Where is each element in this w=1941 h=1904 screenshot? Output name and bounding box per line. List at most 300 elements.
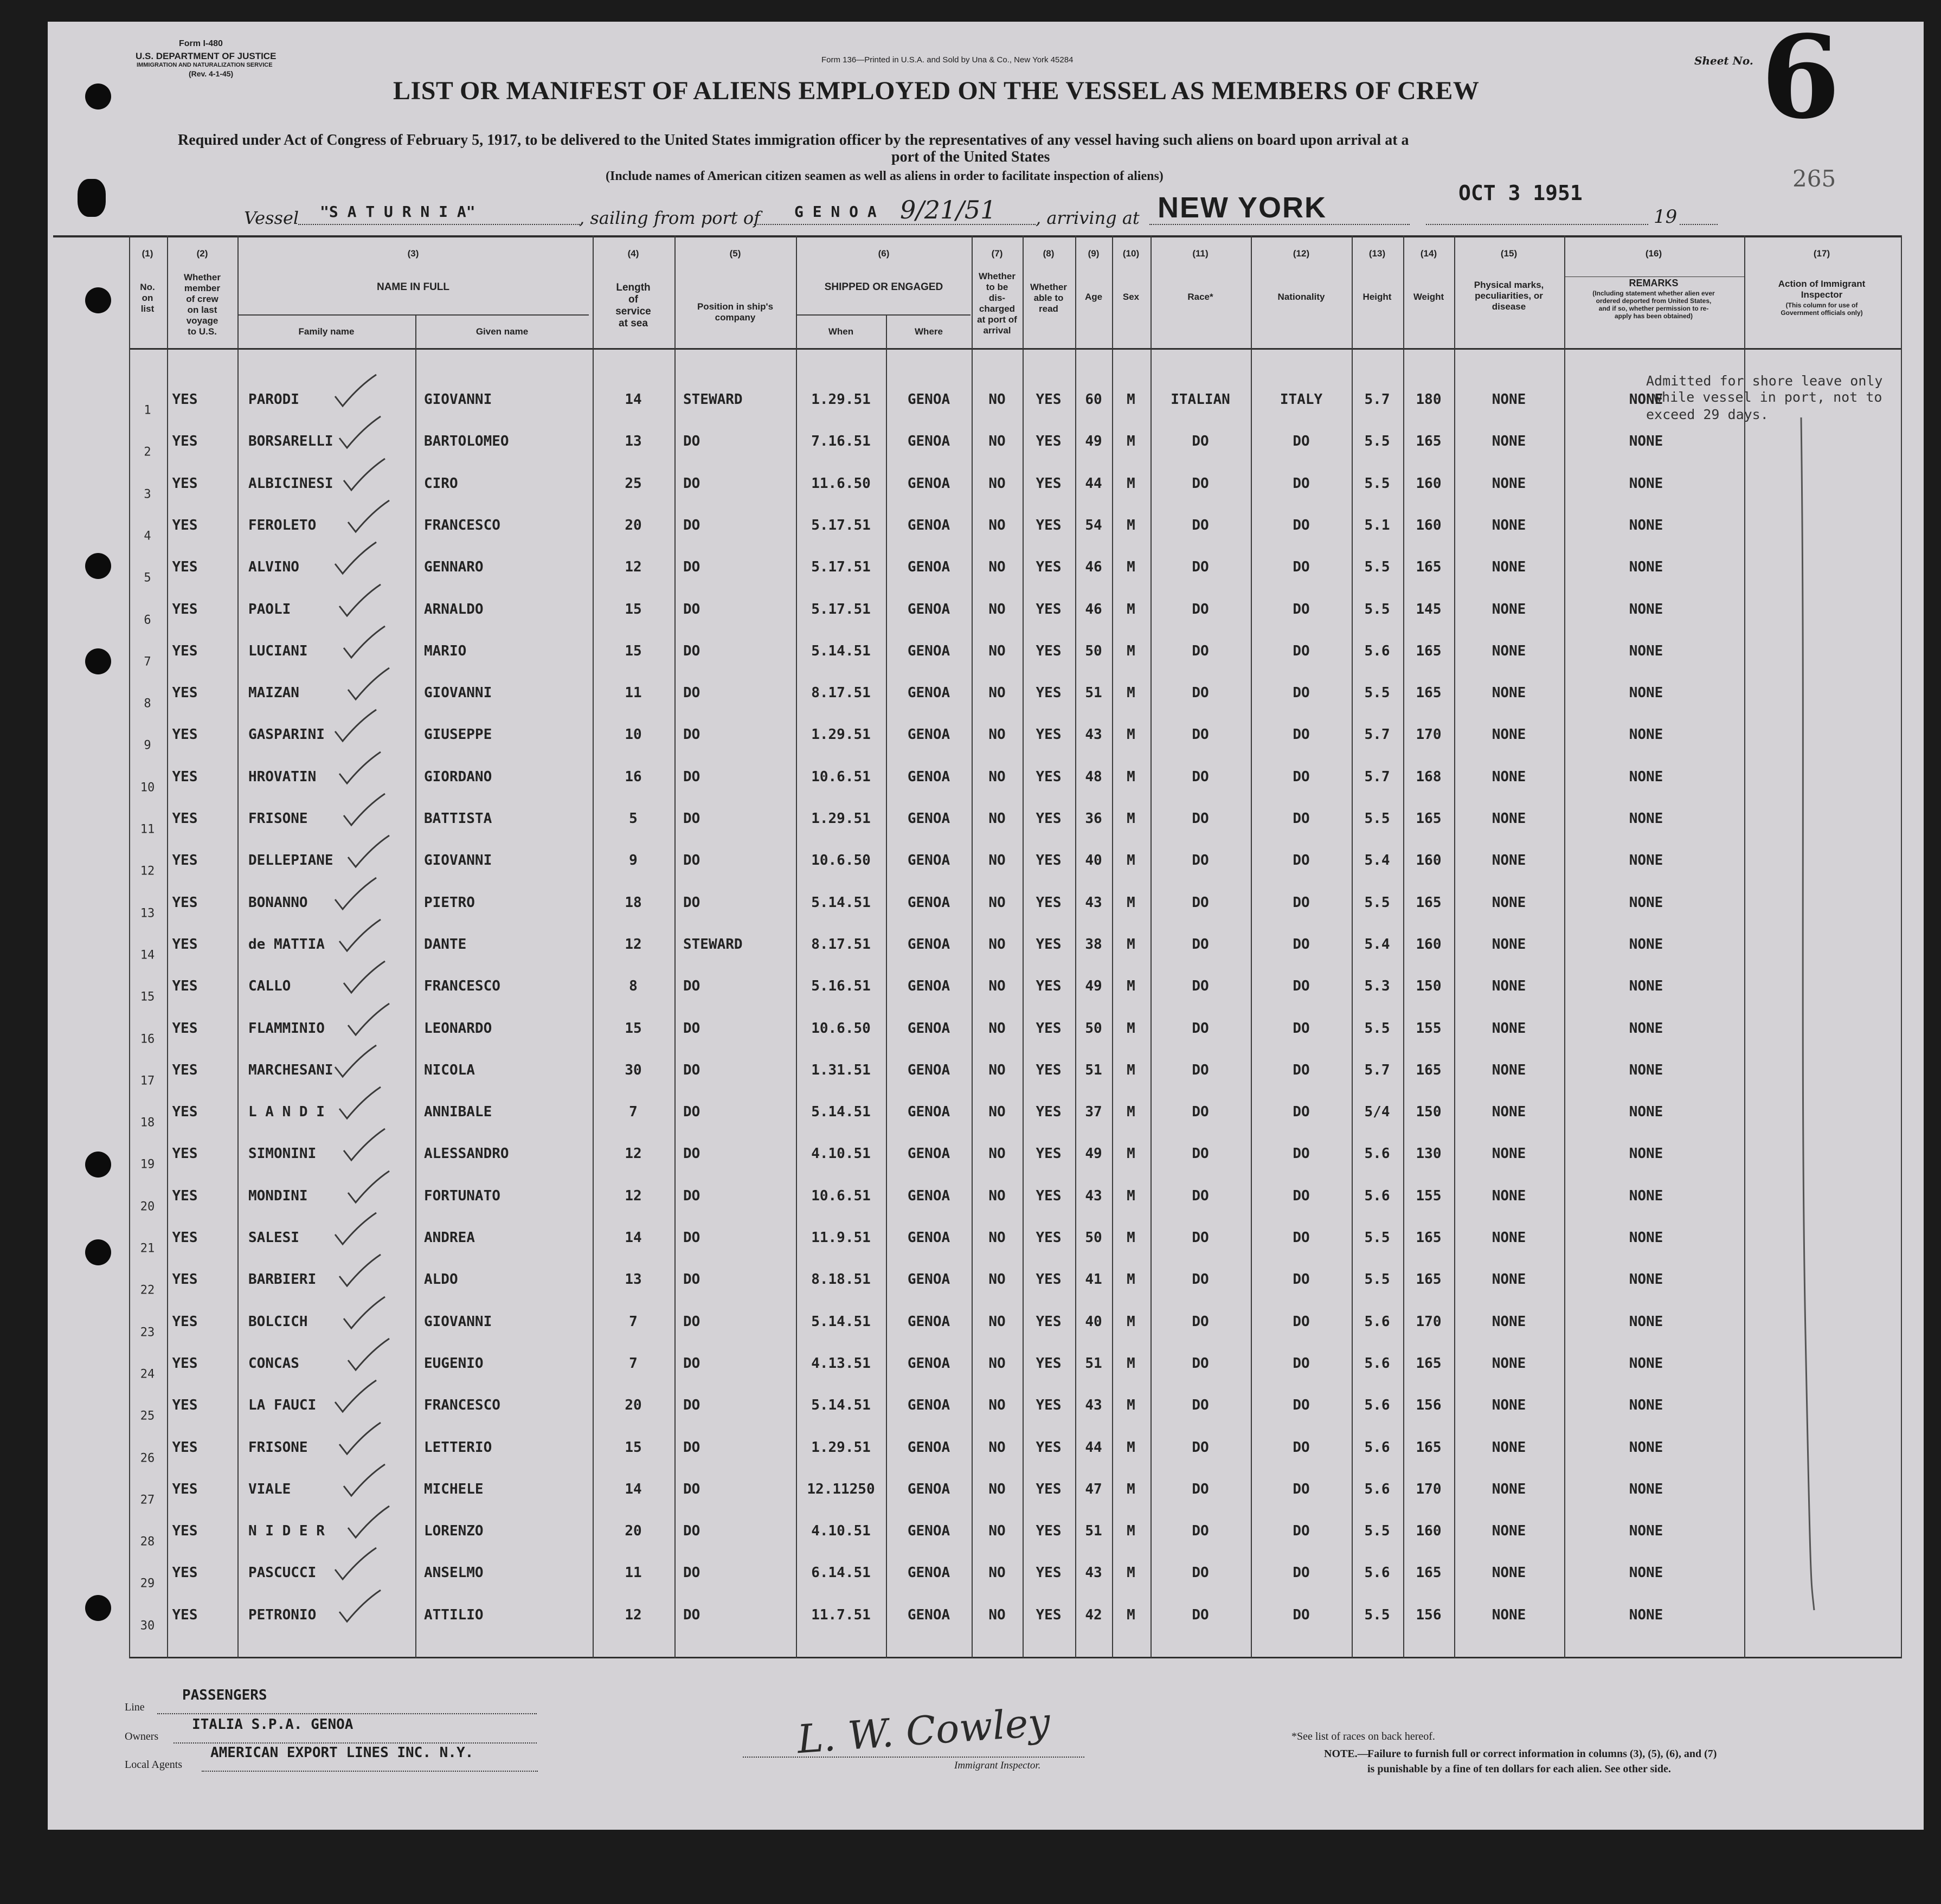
- row-given-name: GENNARO: [424, 559, 484, 576]
- check-mark-icon: [335, 750, 384, 788]
- row-position: DO: [683, 1104, 700, 1121]
- row-shipped-where: GENOA: [907, 1313, 950, 1330]
- row-weight: 165: [1416, 1565, 1442, 1581]
- row-nationality: DO: [1293, 978, 1310, 995]
- row-crew-cell: YES: [172, 1355, 198, 1372]
- row-position: DO: [683, 1313, 700, 1330]
- row-given-name: CIRO: [424, 475, 458, 492]
- check-mark-icon: [344, 1336, 393, 1374]
- row-discharged: NO: [988, 1104, 1006, 1121]
- row-age: 37: [1085, 1104, 1102, 1121]
- row-height: 5.4: [1364, 852, 1390, 869]
- row-physical-marks: NONE: [1492, 1523, 1526, 1540]
- column-rule: [1454, 235, 1455, 1658]
- col-label-name-in-full: NAME IN FULL: [376, 281, 450, 293]
- row-sex: M: [1127, 1355, 1135, 1372]
- row-age: 51: [1085, 1355, 1102, 1372]
- sail-date: 9/21/51: [900, 195, 997, 224]
- row-physical-marks: NONE: [1492, 517, 1526, 533]
- row-shipped-when: 7.16.51: [811, 433, 871, 450]
- punch-hole: [85, 1239, 111, 1265]
- column-rule: [796, 235, 797, 1658]
- row-age: 44: [1085, 1439, 1102, 1456]
- row-physical-marks: NONE: [1492, 936, 1526, 953]
- row-physical-marks: NONE: [1492, 1313, 1526, 1330]
- column-rule: [1901, 235, 1902, 1658]
- row-remarks: NONE: [1629, 559, 1663, 576]
- arrival-date: OCT 3 1951: [1458, 181, 1583, 205]
- row-given-name: ALDO: [424, 1271, 458, 1288]
- row-sex: M: [1127, 685, 1135, 702]
- row-given-name: GIOVANNI: [424, 1313, 492, 1330]
- row-nationality: DO: [1293, 685, 1310, 702]
- check-mark-icon: [339, 1127, 388, 1165]
- row-nationality: DO: [1293, 726, 1310, 743]
- row-family-name: MAIZAN: [248, 685, 299, 702]
- row-race: ITALIAN: [1171, 391, 1230, 408]
- row-discharged: NO: [988, 1271, 1006, 1288]
- row-shipped-where: GENOA: [907, 1187, 950, 1204]
- row-sex: M: [1127, 852, 1135, 869]
- row-race: DO: [1192, 517, 1209, 533]
- row-family-name: MONDINI: [248, 1187, 308, 1204]
- sailing-label: , sailing from port of: [579, 208, 760, 228]
- row-given-name: MICHELE: [424, 1481, 484, 1497]
- row-service-years: 11: [625, 685, 642, 702]
- subheader-family-name: Family name: [298, 326, 355, 337]
- col-num-10: (10): [1122, 248, 1140, 259]
- row-able-to-read: YES: [1036, 768, 1062, 785]
- subheader-where: Where: [915, 326, 943, 337]
- row-able-to-read: YES: [1036, 391, 1062, 408]
- row-nationality: DO: [1293, 1230, 1310, 1246]
- row-shipped-when: 11.7.51: [811, 1606, 871, 1623]
- row-height: 5.6: [1364, 1481, 1390, 1497]
- row-family-name: BORSARELLI: [248, 433, 333, 450]
- row-service-years: 8: [629, 978, 638, 995]
- check-mark-icon: [331, 1211, 380, 1249]
- row-family-name: FRISONE: [248, 1439, 308, 1456]
- row-shipped-when: 10.6.50: [811, 852, 871, 869]
- row-height: 5.6: [1364, 1187, 1390, 1204]
- agents-underline: [202, 1771, 538, 1772]
- row-shipped-when: 5.14.51: [811, 1104, 871, 1121]
- row-height: 5.5: [1364, 685, 1390, 702]
- row-age: 49: [1085, 1146, 1102, 1162]
- row-weight: 170: [1416, 726, 1442, 743]
- row-able-to-read: YES: [1036, 894, 1062, 911]
- row-crew-cell: YES: [172, 391, 198, 408]
- row-height: 5.5: [1364, 1230, 1390, 1246]
- row-weight: 168: [1416, 768, 1442, 785]
- row-crew-cell: YES: [172, 978, 198, 995]
- row-service-years: 15: [625, 1020, 642, 1037]
- punch-hole: [85, 83, 111, 110]
- row-age: 40: [1085, 1313, 1102, 1330]
- row-height: 5.7: [1364, 1062, 1390, 1078]
- row-position: DO: [683, 685, 700, 702]
- row-service-years: 13: [625, 1271, 642, 1288]
- check-mark-icon: [344, 1001, 393, 1039]
- sheet-number: 6: [1761, 10, 1841, 144]
- col-label-race: Race*: [1187, 292, 1213, 302]
- row-position: DO: [683, 726, 700, 743]
- row-remarks: NONE: [1629, 517, 1663, 533]
- row-able-to-read: YES: [1036, 475, 1062, 492]
- row-physical-marks: NONE: [1492, 1439, 1526, 1456]
- row-remarks: NONE: [1629, 475, 1663, 492]
- date-underline: [1426, 224, 1648, 225]
- row-sex: M: [1127, 475, 1135, 492]
- row-nationality: DO: [1293, 1523, 1310, 1540]
- row-able-to-read: YES: [1036, 936, 1062, 953]
- row-number: 29: [140, 1577, 155, 1591]
- row-physical-marks: NONE: [1492, 894, 1526, 911]
- owners-value: ITALIA S.P.A. GENOA: [192, 1716, 354, 1733]
- row-shipped-where: GENOA: [907, 852, 950, 869]
- row-service-years: 30: [625, 1062, 642, 1078]
- row-number: 8: [144, 697, 151, 711]
- row-discharged: NO: [988, 894, 1006, 911]
- row-physical-marks: NONE: [1492, 726, 1526, 743]
- row-discharged: NO: [988, 1439, 1006, 1456]
- row-able-to-read: YES: [1036, 1313, 1062, 1330]
- row-shipped-where: GENOA: [907, 642, 950, 659]
- row-position: DO: [683, 1439, 700, 1456]
- row-weight: 160: [1416, 517, 1442, 533]
- row-discharged: NO: [988, 642, 1006, 659]
- row-shipped-where: GENOA: [907, 936, 950, 953]
- row-weight: 170: [1416, 1313, 1442, 1330]
- row-shipped-when: 5.14.51: [811, 1397, 871, 1414]
- row-weight: 155: [1416, 1187, 1442, 1204]
- row-height: 5.6: [1364, 1355, 1390, 1372]
- row-remarks: NONE: [1629, 1606, 1663, 1623]
- check-mark-icon: [331, 540, 380, 578]
- row-given-name: EUGENIO: [424, 1355, 484, 1372]
- check-mark-icon: [331, 372, 380, 410]
- row-remarks: NONE: [1629, 601, 1663, 617]
- name-subheader-rule: [237, 314, 589, 316]
- row-number: 24: [140, 1367, 155, 1381]
- column-rule: [129, 235, 130, 1658]
- row-shipped-when: 11.6.50: [811, 475, 871, 492]
- column-rule: [674, 235, 676, 1658]
- row-family-name: SALESI: [248, 1230, 299, 1246]
- row-shipped-where: GENOA: [907, 978, 950, 995]
- check-mark-icon: [339, 1295, 388, 1333]
- column-rule: [972, 235, 973, 1658]
- row-race: DO: [1192, 1565, 1209, 1581]
- row-given-name: NICOLA: [424, 1062, 475, 1078]
- row-sex: M: [1127, 1606, 1135, 1623]
- row-family-name: HROVATIN: [248, 768, 317, 785]
- row-discharged: NO: [988, 852, 1006, 869]
- row-number: 6: [144, 613, 151, 627]
- row-physical-marks: NONE: [1492, 1355, 1526, 1372]
- col-label-able-to-read: Whether able to read: [1030, 282, 1067, 314]
- row-able-to-read: YES: [1036, 601, 1062, 617]
- row-number: 1: [144, 403, 151, 417]
- row-weight: 145: [1416, 601, 1442, 617]
- row-shipped-where: GENOA: [907, 1104, 950, 1121]
- row-race: DO: [1192, 978, 1209, 995]
- row-sex: M: [1127, 1481, 1135, 1497]
- row-weight: 160: [1416, 852, 1442, 869]
- row-given-name: BATTISTA: [424, 811, 492, 827]
- printer-line: Form 136—Printed in U.S.A. and Sold by Una & Co., New York 45284: [821, 55, 1074, 65]
- row-height: 5.5: [1364, 601, 1390, 617]
- row-number: 16: [140, 1032, 155, 1046]
- row-age: 51: [1085, 1523, 1102, 1540]
- col-num-9: (9): [1088, 248, 1100, 259]
- row-remarks: NONE: [1629, 1481, 1663, 1497]
- col-num-16: (16): [1645, 248, 1662, 259]
- row-remarks: NONE: [1629, 1397, 1663, 1414]
- row-number: 26: [140, 1451, 155, 1465]
- row-remarks: NONE: [1629, 726, 1663, 743]
- row-discharged: NO: [988, 1523, 1006, 1540]
- row-weight: 170: [1416, 1481, 1442, 1497]
- row-service-years: 12: [625, 1187, 642, 1204]
- row-age: 40: [1085, 852, 1102, 869]
- agents-value: AMERICAN EXPORT LINES INC. N.Y.: [210, 1745, 474, 1761]
- row-remarks: NONE: [1629, 978, 1663, 995]
- row-nationality: DO: [1293, 1146, 1310, 1162]
- row-crew-cell: YES: [172, 601, 198, 617]
- row-shipped-where: GENOA: [907, 894, 950, 911]
- row-able-to-read: YES: [1036, 1355, 1062, 1372]
- service-name: IMMIGRATION AND NATURALIZATION SERVICE: [137, 62, 273, 68]
- row-service-years: 7: [629, 1313, 638, 1330]
- subtitle-line-1: Required under Act of Congress of February 5, 1917, to be delivered to the United States immigration officer by the representatives of any vessel having such aliens on board upon arrival at a: [178, 132, 1409, 149]
- vessel-underline: [298, 224, 580, 225]
- row-discharged: NO: [988, 685, 1006, 702]
- row-shipped-where: GENOA: [907, 1439, 950, 1456]
- check-mark-icon: [331, 876, 380, 914]
- row-weight: 165: [1416, 811, 1442, 827]
- check-mark-icon: [331, 1043, 380, 1081]
- row-able-to-read: YES: [1036, 685, 1062, 702]
- row-service-years: 12: [625, 1146, 642, 1162]
- row-race: DO: [1192, 1313, 1209, 1330]
- row-height: 5.7: [1364, 726, 1390, 743]
- row-given-name: DANTE: [424, 936, 467, 953]
- row-family-name: FRISONE: [248, 811, 308, 827]
- row-discharged: NO: [988, 726, 1006, 743]
- row-service-years: 15: [625, 1439, 642, 1456]
- row-race: DO: [1192, 894, 1209, 911]
- row-race: DO: [1192, 559, 1209, 576]
- row-age: 41: [1085, 1271, 1102, 1288]
- col-num-1: (1): [142, 248, 153, 259]
- row-position: DO: [683, 1523, 700, 1540]
- col-num-15: (15): [1500, 248, 1518, 259]
- row-sex: M: [1127, 1104, 1135, 1121]
- row-able-to-read: YES: [1036, 1439, 1062, 1456]
- row-nationality: DO: [1293, 433, 1310, 450]
- row-nationality: DO: [1293, 1481, 1310, 1497]
- check-mark-icon: [339, 624, 388, 662]
- row-height: 5.5: [1364, 475, 1390, 492]
- table-top-rule: [53, 235, 1901, 237]
- row-given-name: ATTILIO: [424, 1606, 484, 1623]
- row-weight: 165: [1416, 685, 1442, 702]
- row-discharged: NO: [988, 517, 1006, 533]
- col-label-crew-last-voyage: Whether member of crew on last voyage to U.S.: [184, 272, 221, 337]
- row-position: DO: [683, 433, 700, 450]
- row-family-name: FLAMMINIO: [248, 1020, 325, 1037]
- row-sex: M: [1127, 1062, 1135, 1078]
- row-crew-cell: YES: [172, 559, 198, 576]
- vessel-label: Vessel: [244, 208, 299, 228]
- row-discharged: NO: [988, 1481, 1006, 1497]
- row-shipped-when: 12.11250: [807, 1481, 875, 1497]
- row-given-name: GIUSEPPE: [424, 726, 492, 743]
- row-position: DO: [683, 1606, 700, 1623]
- row-number: 11: [140, 822, 155, 837]
- check-mark-icon: [344, 1504, 393, 1542]
- check-mark-icon: [344, 666, 393, 704]
- row-crew-cell: YES: [172, 475, 198, 492]
- row-shipped-where: GENOA: [907, 1523, 950, 1540]
- row-physical-marks: NONE: [1492, 1062, 1526, 1078]
- row-number: 22: [140, 1283, 155, 1297]
- row-crew-cell: YES: [172, 894, 198, 911]
- row-race: DO: [1192, 1146, 1209, 1162]
- row-weight: 150: [1416, 1104, 1442, 1121]
- row-shipped-where: GENOA: [907, 1481, 950, 1497]
- row-shipped-when: 5.14.51: [811, 642, 871, 659]
- row-nationality: DO: [1293, 1439, 1310, 1456]
- row-family-name: DELLEPIANE: [248, 852, 333, 869]
- check-mark-icon: [335, 1252, 384, 1290]
- column-rule: [1075, 235, 1076, 1658]
- row-service-years: 14: [625, 1481, 642, 1497]
- row-position: DO: [683, 1230, 700, 1246]
- row-physical-marks: NONE: [1492, 642, 1526, 659]
- line-value: PASSENGERS: [182, 1687, 267, 1703]
- row-able-to-read: YES: [1036, 726, 1062, 743]
- row-age: 44: [1085, 475, 1102, 492]
- row-service-years: 12: [625, 559, 642, 576]
- row-family-name: BARBIERI: [248, 1271, 317, 1288]
- row-age: 36: [1085, 811, 1102, 827]
- row-discharged: NO: [988, 1020, 1006, 1037]
- row-service-years: 14: [625, 391, 642, 408]
- row-race: DO: [1192, 433, 1209, 450]
- col-label-weight: Weight: [1413, 292, 1444, 302]
- row-shipped-where: GENOA: [907, 1606, 950, 1623]
- row-age: 43: [1085, 1397, 1102, 1414]
- row-nationality: DO: [1293, 642, 1310, 659]
- row-family-name: BONANNO: [248, 894, 308, 911]
- row-discharged: NO: [988, 1397, 1006, 1414]
- row-sex: M: [1127, 642, 1135, 659]
- row-able-to-read: YES: [1036, 559, 1062, 576]
- row-age: 50: [1085, 1230, 1102, 1246]
- row-family-name: VIALE: [248, 1481, 291, 1497]
- column-rule: [886, 314, 887, 1658]
- row-given-name: FRANCESCO: [424, 978, 500, 995]
- row-physical-marks: NONE: [1492, 433, 1526, 450]
- row-race: DO: [1192, 726, 1209, 743]
- row-discharged: NO: [988, 475, 1006, 492]
- row-nationality: DO: [1293, 1355, 1310, 1372]
- check-mark-icon: [331, 707, 380, 745]
- col-num-11: (11): [1192, 248, 1209, 259]
- row-number: 28: [140, 1535, 155, 1549]
- row-remarks: NONE: [1629, 894, 1663, 911]
- punch-hole: [85, 553, 111, 579]
- signature-underline: [743, 1757, 1084, 1758]
- year-underline: [1680, 224, 1718, 225]
- row-given-name: ALESSANDRO: [424, 1146, 509, 1162]
- row-discharged: NO: [988, 601, 1006, 617]
- row-nationality: DO: [1293, 1271, 1310, 1288]
- row-age: 48: [1085, 768, 1102, 785]
- row-race: DO: [1192, 768, 1209, 785]
- row-race: DO: [1192, 1271, 1209, 1288]
- row-crew-cell: YES: [172, 1062, 198, 1078]
- row-height: 5.6: [1364, 642, 1390, 659]
- row-nationality: DO: [1293, 768, 1310, 785]
- row-age: 43: [1085, 894, 1102, 911]
- row-position: DO: [683, 978, 700, 995]
- row-race: DO: [1192, 475, 1209, 492]
- note-line-2: is punishable by a fine of ten dollars for each alien. See other side.: [1367, 1763, 1671, 1775]
- form-revision: (Rev. 4-1-45): [189, 69, 234, 78]
- row-number: 21: [140, 1242, 155, 1256]
- row-crew-cell: YES: [172, 433, 198, 450]
- check-mark-icon: [335, 917, 384, 955]
- row-age: 51: [1085, 685, 1102, 702]
- row-weight: 156: [1416, 1606, 1442, 1623]
- row-crew-cell: YES: [172, 1146, 198, 1162]
- row-crew-cell: YES: [172, 1606, 198, 1623]
- row-position: DO: [683, 1355, 700, 1372]
- row-discharged: NO: [988, 1146, 1006, 1162]
- row-family-name: CONCAS: [248, 1355, 299, 1372]
- col-label-sex: Sex: [1122, 292, 1140, 302]
- row-nationality: DO: [1293, 601, 1310, 617]
- row-service-years: 15: [625, 601, 642, 617]
- row-number: 19: [140, 1157, 155, 1172]
- row-age: 54: [1085, 517, 1102, 533]
- row-height: 5.5: [1364, 1271, 1390, 1288]
- row-number: 15: [140, 990, 155, 1004]
- row-physical-marks: NONE: [1492, 475, 1526, 492]
- row-nationality: DO: [1293, 1313, 1310, 1330]
- row-number: 23: [140, 1326, 155, 1340]
- row-service-years: 7: [629, 1104, 638, 1121]
- year-label: 19: [1654, 206, 1678, 228]
- row-shipped-where: GENOA: [907, 1565, 950, 1581]
- column-rule: [1151, 235, 1152, 1658]
- row-remarks: NONE: [1629, 1271, 1663, 1288]
- row-remarks: NONE: [1629, 1313, 1663, 1330]
- check-mark-icon: [339, 792, 388, 829]
- row-number: 17: [140, 1074, 155, 1088]
- row-given-name: FRANCESCO: [424, 1397, 500, 1414]
- row-discharged: NO: [988, 978, 1006, 995]
- row-physical-marks: NONE: [1492, 978, 1526, 995]
- row-family-name: ALVINO: [248, 559, 299, 576]
- row-nationality: DO: [1293, 1187, 1310, 1204]
- row-remarks: NONE: [1629, 1230, 1663, 1246]
- row-given-name: GIOVANNI: [424, 391, 492, 408]
- punch-hole: [85, 1595, 111, 1621]
